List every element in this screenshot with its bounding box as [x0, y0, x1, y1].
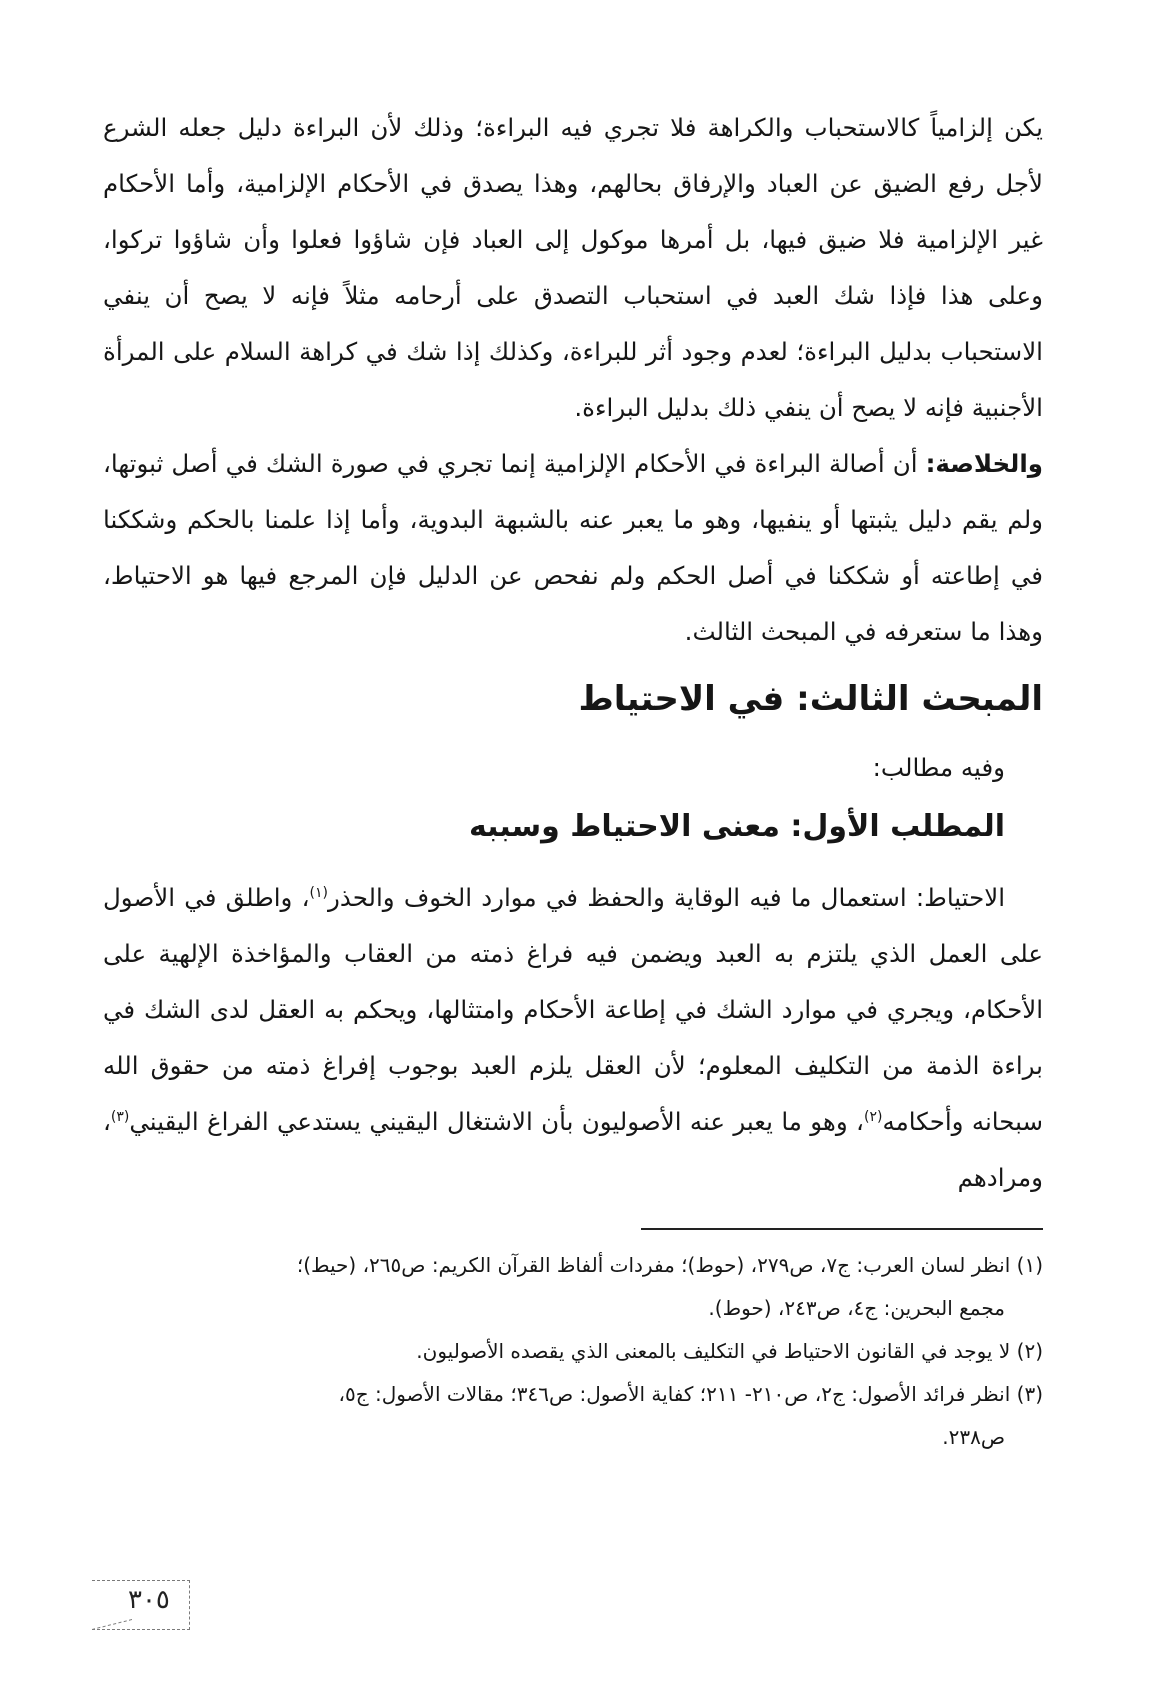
section-heading: المبحث الثالث: في الاحتياط: [578, 679, 1043, 719]
footnote-ref-2[interactable]: (٢): [863, 1108, 883, 1125]
footnote-ref-1[interactable]: (١): [309, 884, 328, 901]
intro-line: وفيه مطالب:: [872, 753, 1005, 782]
paragraph-1: يكن إلزامياً كالاستحباب والكراهة فلا تجري فيه البراءة؛ وذلك لأن البراءة دليل جعله الشرع لأجل رفع الضيق عن العباد والإرفاق بحالهم، وهذا يصدق في الأحكام الإلزامية، وأما الأحكام غير الإلزامية فلا ضيق فيها، بل أمرها موكول إلى العباد فإن شاؤوا فعلوا وأن شاؤوا تركوا، وعلى هذا فإذا شك العبد في استحباب التصدق على أرحامه مثلاً فإنه لا يصح أن ينفي الاستحباب بدليل البراءة؛ لعدم وجود أثر للبراءة، وكذلك إذا شك في كراهة السلام على المرأة الأجنبية فإنه لا يصح أن ينفي ذلك بدليل البراءة.: [103, 113, 1043, 422]
footnote-2: (٢) لا يوجد في القانون الاحتياط في التكليف بالمعنى الذي يقصده الأصوليون.: [416, 1339, 1043, 1363]
definition-paragraph: [103, 870, 1043, 1206]
definition-block: [103, 870, 1043, 1206]
definition-part-2: ، واطلق في الأصول على العمل الذي يلتزم به العبد ويضمن فيه فراغ ذمته من العقاب والمؤاخذة الإلهية على الأحكام، ويجري في موارد الشك في إطاعة الأحكام وامتثالها، ويحكم به العقل لدى الشك في براءة الذمة من التكليف المعلوم؛ لأن العقل يلزم العبد بوجوب إفراغ ذمته من حقوق الله سبحانه وأحكامه: [103, 883, 1043, 1136]
footnote-ref-3[interactable]: (٣): [110, 1108, 130, 1125]
paragraph-2: [103, 436, 1043, 660]
definition-part-3: ، وهو ما يعبر عنه الأصوليون بأن الاشتغال اليقيني يستدعي الفراغ اليقيني: [129, 1107, 864, 1136]
summary-lead: والخلاصة:: [925, 449, 1043, 478]
page-number-frame: [92, 1580, 190, 1630]
footnote-divider: [641, 1228, 1043, 1230]
footnote-3: (٣) انظر فرائد الأصول: ج٢، ص٢١٠- ٢١١؛ كفاية الأصول: ص٣٤٦؛ مقالات الأصول: ج٥،: [338, 1382, 1043, 1406]
definition-part-1: الاحتياط: استعمال ما فيه الوقاية والحفظ في موارد الخوف والحذر: [328, 883, 1006, 912]
subsection-heading: المطلب الأول: معنى الاحتياط وسببه: [468, 809, 1005, 844]
footnote-1-continuation: مجمع البحرين: ج٤، ص٢٤٣، (حوط).: [708, 1296, 1005, 1320]
page-number: ٣٠٥: [128, 1585, 170, 1615]
footnote-1: (١) انظر لسان العرب: ج٧، ص٢٧٩، (حوط)؛ مفردات ألفاظ القرآن الكريم: ص٢٦٥، (حيط)؛: [296, 1253, 1043, 1277]
body-text: [103, 100, 1043, 660]
page-content: [103, 100, 1043, 1459]
summary-text: أن أصالة البراءة في الأحكام الإلزامية إنما تجري في صورة الشك في أصل ثبوتها، ولم يقم دليل يثبتها أو ينفيها، وهو ما يعبر عنه بالشبهة البدوية، وأما إذا علمنا بالحكم وشككنا في إطاعته أو شككنا في أصل الحكم ولم نفحص عن الدليل فإن المرجع فيها هو الاحتياط، وهذا ما ستعرفه في المبحث الثالث.: [103, 449, 1043, 646]
definition-part-4: ، ومرادهم: [103, 1107, 1043, 1192]
footnote-3-continuation: ص٢٣٨.: [942, 1425, 1005, 1449]
footnotes: [103, 1244, 1043, 1459]
